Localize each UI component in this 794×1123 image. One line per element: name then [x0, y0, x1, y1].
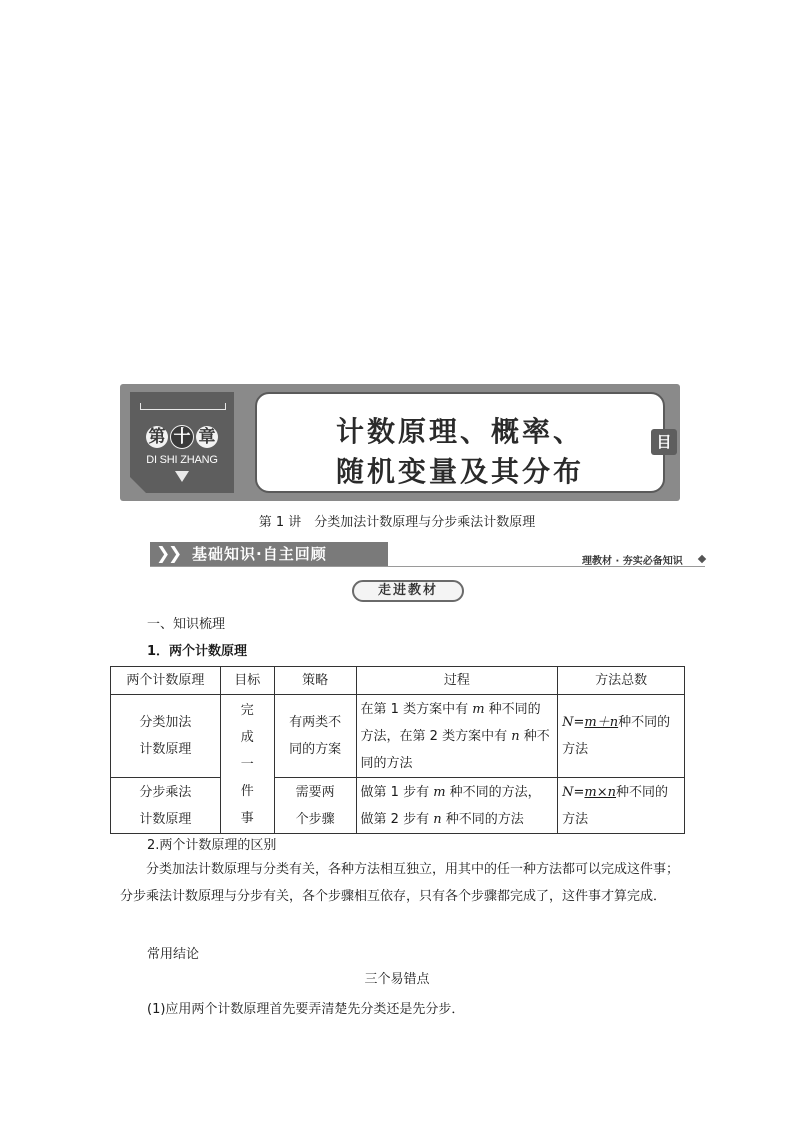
heading-three-errors: 三个易错点 [364, 972, 430, 987]
chapter-decor-line [140, 403, 226, 410]
heading-knowledge: 一、知识梳理 [147, 617, 226, 632]
table-cell-name: 分步乘法 计数原理 [111, 778, 221, 834]
table-row [111, 778, 685, 834]
chapter-char: 章 [196, 426, 218, 448]
diamond-icon [698, 555, 706, 563]
table-cell-process: 在第 1 类方案中有 m 种不同的方法，在第 2 类方案中有 n 种不同的方法 [356, 695, 558, 778]
table-cell-total: N=m×n种不同的方法 [558, 778, 685, 834]
principles-table [110, 666, 685, 834]
heading-two-principles: 1．两个计数原理 [147, 644, 248, 659]
table-cell-strategy: 需要两 个步骤 [274, 778, 356, 834]
table-header-cell: 过程 [356, 667, 558, 695]
heading-difference: 2.两个计数原理的区别 [147, 838, 277, 853]
table-header-cell: 方法总数 [558, 667, 685, 695]
chapter-title-line1: 计数原理、概率、 [335, 415, 584, 448]
table-header-row [111, 667, 685, 695]
chapter-char: 第 [146, 426, 168, 448]
chapter-title-box [255, 392, 665, 493]
table-header-cell: 策略 [274, 667, 356, 695]
book-icon: 目 [651, 429, 677, 455]
table-header-cell: 目标 [220, 667, 274, 695]
chapter-number [140, 420, 224, 454]
table-cell-total: N=m＋n种不同的方法 [558, 695, 685, 778]
table-cell-strategy: 有两类不 同的方案 [274, 695, 356, 778]
chevron-right-icon: ❯ [156, 544, 171, 564]
table-cell-target: 完 成 一 件 事 [220, 695, 274, 834]
chapter-title-line2: 随机变量及其分布 [335, 455, 584, 488]
page-fold-decor [130, 477, 146, 493]
chapter-char: 十 [170, 425, 194, 449]
section-header-bar [150, 542, 388, 566]
table-cell-process: 做第 1 步有 m 种不同的方法，做第 2 步有 n 种不同的方法 [356, 778, 558, 834]
chapter-banner [120, 384, 680, 501]
table-header-cell: 两个计数原理 [111, 667, 221, 695]
body-paragraph: 分类加法计数原理与分类有关，各种方法相互独立，用其中的任一种方法都可以完成这件事；分步乘法计数原理与分步有关，各个步骤相互依存，只有各个步骤都完成了，这件事才算完成． [120, 862, 680, 904]
triangle-down-icon [175, 471, 189, 482]
chapter-pinyin: DI SHI ZHANG [146, 454, 218, 466]
section-subtitle: 理教材 · 夯实必备知识 [582, 556, 683, 567]
chapter-label-box [130, 392, 234, 493]
subsection-badge: 走进教材 [352, 580, 464, 602]
lecture-title: 第 1 讲 分类加法计数原理与分步乘法计数原理 [258, 515, 536, 530]
error-point-1: (1)应用两个计数原理首先要弄清楚先分类还是先分步． [147, 1002, 465, 1017]
table-cell-name: 分类加法 计数原理 [111, 695, 221, 778]
chevron-right-icon: ❯ [168, 544, 183, 564]
heading-common-conclusion: 常用结论 [147, 947, 200, 962]
section-label: 基础知识·自主回顾 [192, 545, 327, 563]
table-row [111, 695, 685, 778]
